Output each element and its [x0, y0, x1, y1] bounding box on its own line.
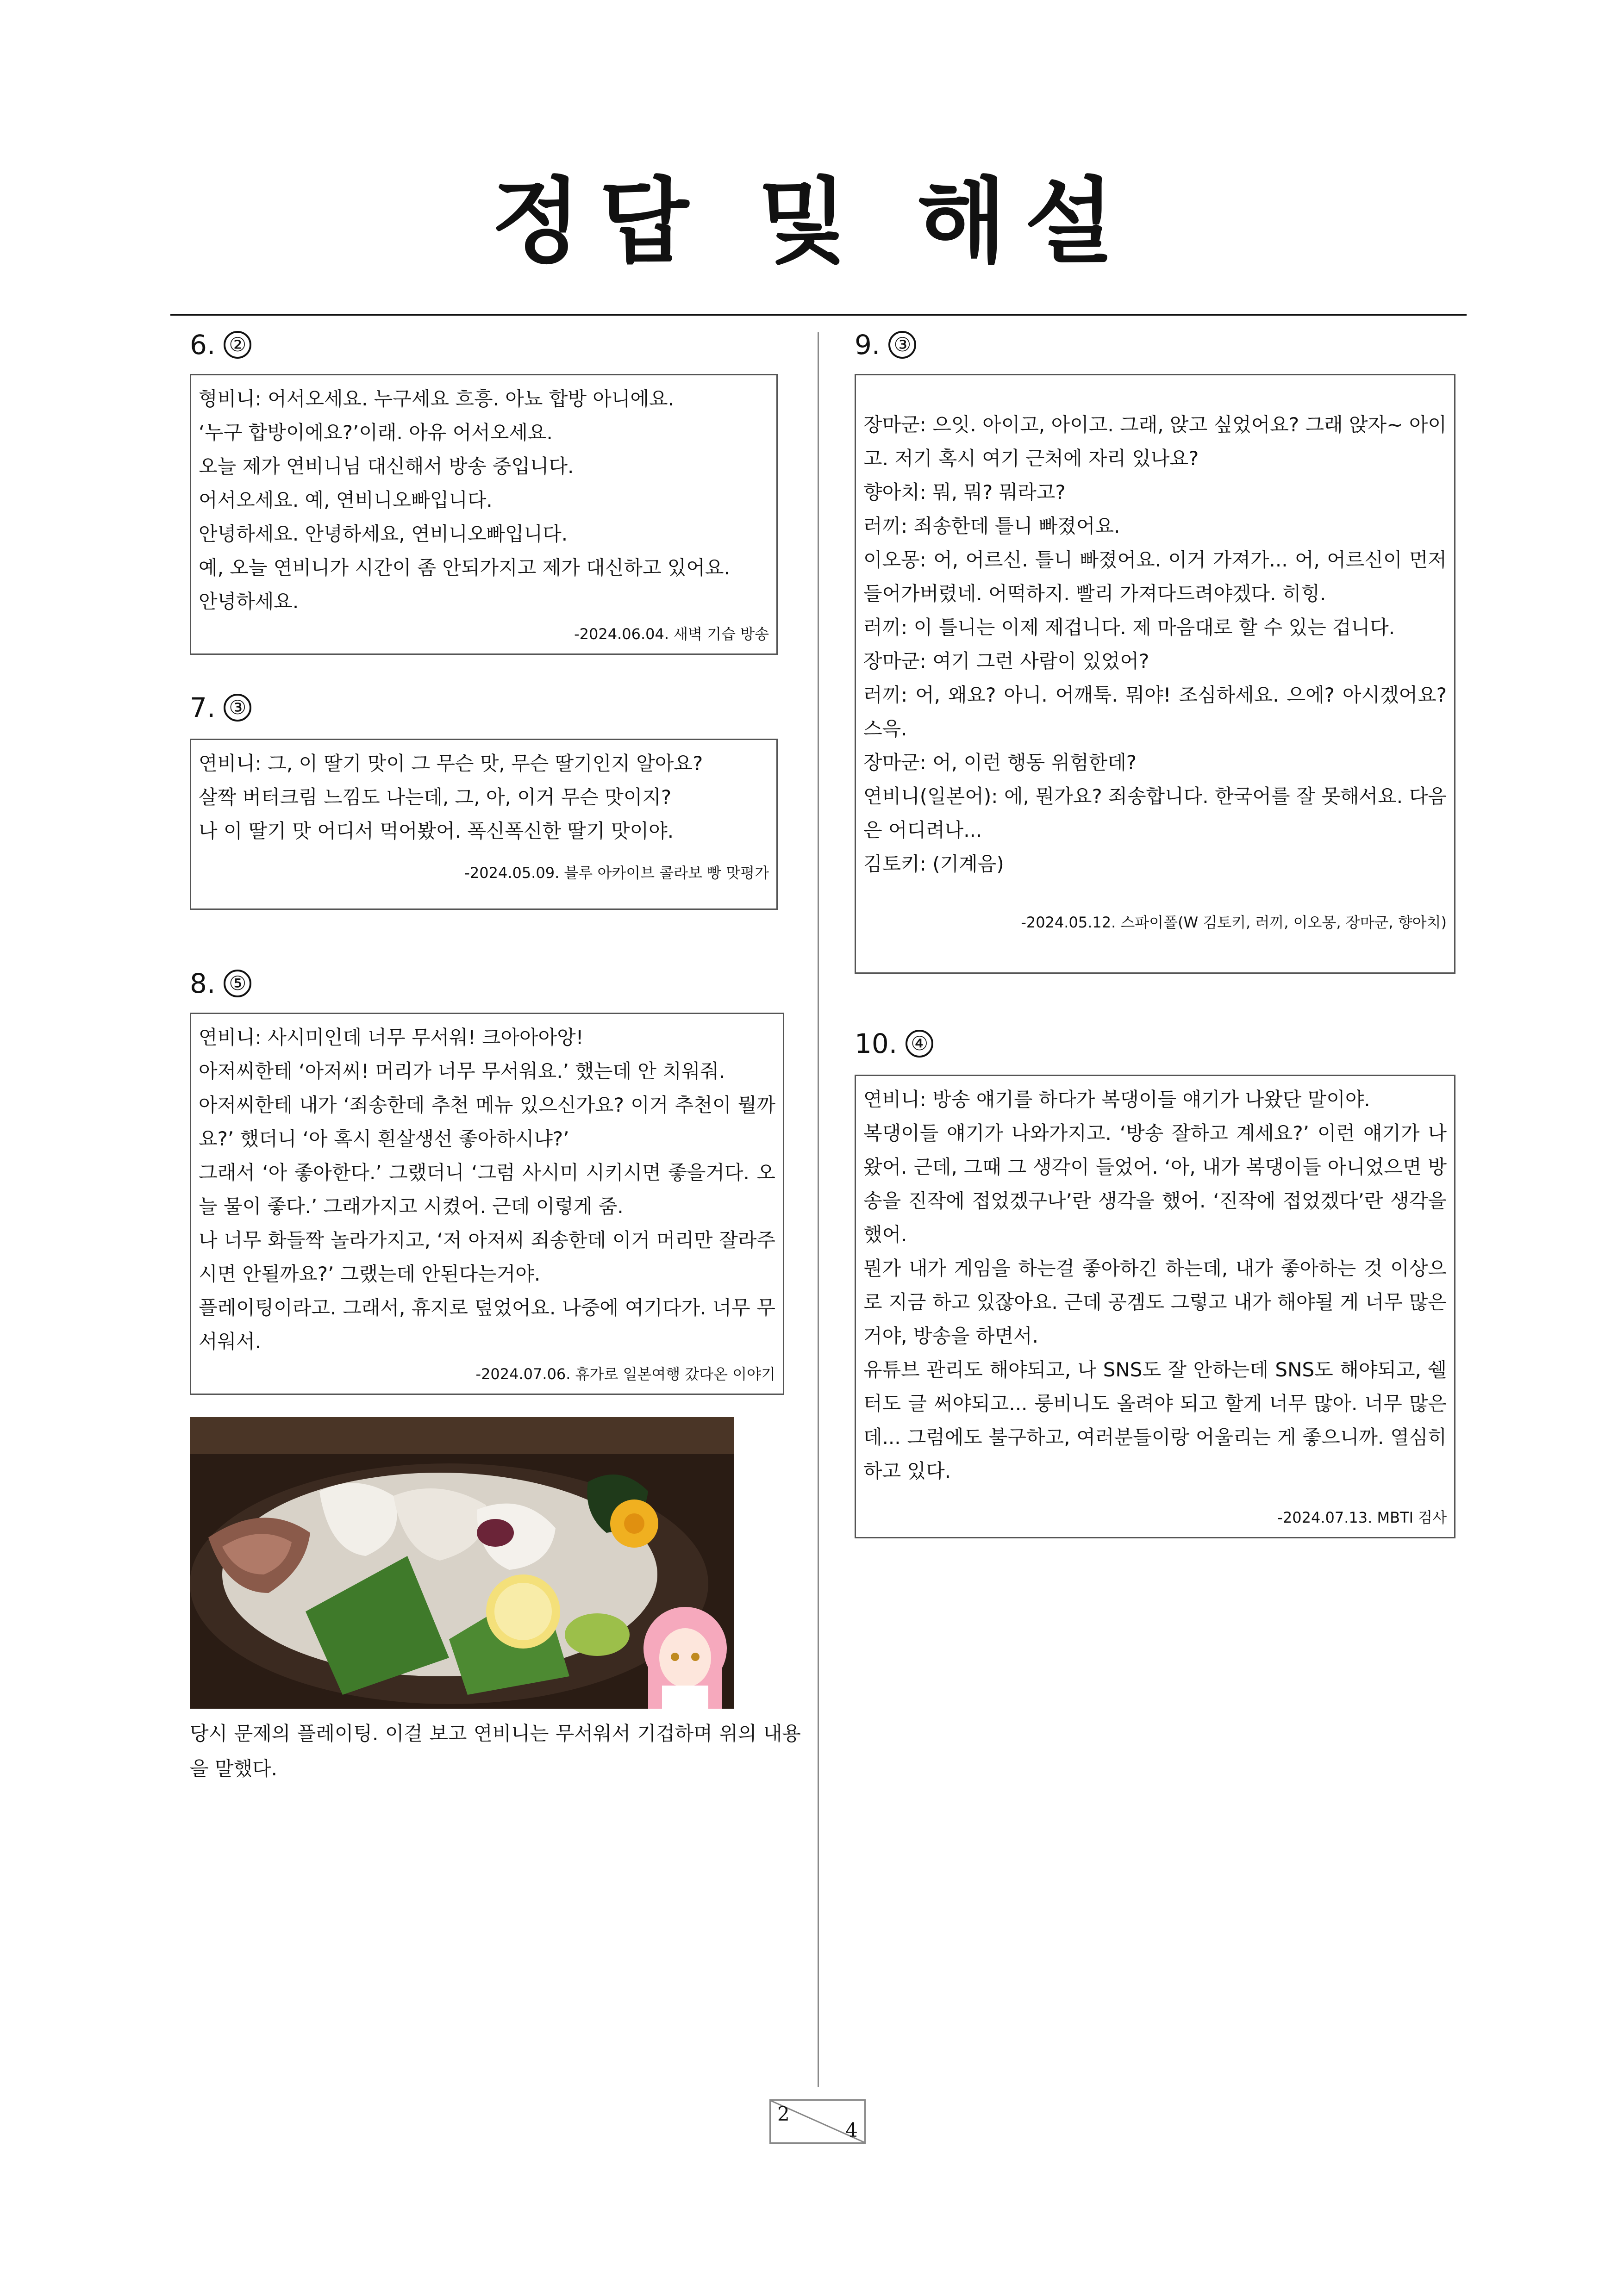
transcript-line: 예, 오늘 연비니가 시간이 좀 안되가지고 제가 대신하고 있어요.	[199, 556, 730, 579]
transcript-line: 연비니: 방송 얘기를 하다가 복댕이들 얘기가 나왔단 말이야.	[863, 1088, 1370, 1111]
question-9-heading	[855, 331, 916, 361]
question-number: 9.	[855, 329, 881, 361]
transcript-line: 러끼: 이 틀니는 이제 제겁니다. 제 마음대로 할 수 있는 겁니다.	[863, 616, 1395, 639]
transcript-line: 연비니(일본어): 에, 뭔가요? 죄송합니다. 한국어를 잘 못해서요. 다음은 어디려나...	[863, 785, 1447, 841]
answer-mark: ④	[906, 1030, 933, 1058]
transcript	[199, 1020, 775, 1358]
question-number: 6.	[190, 329, 216, 361]
transcript-line: 아저씨한테 ‘아저씨! 머리가 너무 무서워요.’ 했는데 안 치워줘.	[199, 1060, 725, 1083]
transcript-line: 어서오세요. 예, 연비니오빠입니다.	[199, 489, 493, 511]
transcript	[863, 1083, 1447, 1488]
transcript-line: 살짝 버터크림 느낌도 나는데, 그, 아, 이거 무슨 맛이지?	[199, 786, 672, 809]
answer-mark: ③	[224, 694, 251, 722]
answer-box-8	[190, 1013, 784, 1395]
answer-box-10	[855, 1075, 1455, 1538]
question-6-heading	[190, 331, 251, 361]
transcript-line: 장마군: 어, 이런 행동 위험한데?	[863, 751, 1137, 774]
answer-mark: ②	[224, 331, 251, 359]
transcript-line: 러끼: 어, 왜요? 아니. 어깨툭. 뭐야! 조심하세요. 으에? 아시겠어요? 스윽.	[863, 684, 1447, 740]
question-7-heading	[190, 694, 251, 723]
answer-mark: ⑤	[224, 970, 251, 997]
current-page: 2	[777, 2103, 790, 2125]
transcript-line: 유튜브 관리도 해야되고, 나 SNS도 잘 안하는데 SNS도 해야되고, 쉘터도 글 써야되고... 룽비니도 올려야 되고 할게 너무 많아. 너무 많은데... 그럼에도 불구하고, 여러분들이랑 어울리는 게 좋으니까. 열심히 하고 있다.	[863, 1358, 1447, 1482]
transcript-line: 플레이팅이라고. 그래서, 휴지로 덮었어요. 나중에 여기다가. 너무 무서워서.	[199, 1296, 775, 1353]
transcript-line: 복댕이들 얘기가 나와가지고. ‘방송 잘하고 계세요?’ 이런 얘기가 나왔어. 근데, 그때 그 생각이 들었어. ‘아, 내가 복댕이들 아니었으면 방송을 진작에 접었겠구나’란 생각을 했어. ‘진작에 접었겠다’란 생각을 했어.	[863, 1122, 1447, 1246]
transcript-line: 이오몽: 어, 어르신. 틀니 빠졌어요. 이거 가져가... 어, 어르신이 먼저 들어가버렸네. 어떡하지. 빨리 가져다드려야겠다. 히힝.	[863, 548, 1447, 605]
transcript-line: 안녕하세요. 안녕하세요, 연비니오빠입니다.	[199, 523, 568, 545]
transcript-line: 김토키: (기계음)	[863, 852, 1004, 875]
transcript-line: 뭔가 내가 게임을 하는걸 좋아하긴 하는데, 내가 좋아하는 것 이상으로 지금 하고 있잖아요. 근데 공겜도 그렇고 내가 해야될 게 너무 많은거야, 방송을 하면서.	[863, 1257, 1447, 1347]
transcript-line: 연비니: 사시미인데 너무 무서워! 크아아아앙!	[199, 1026, 584, 1049]
question-number: 7.	[190, 692, 216, 723]
transcript-line: ‘누구 합방이에요?’이래. 아유 어서오세요.	[199, 421, 553, 444]
transcript	[199, 382, 769, 618]
page-title: 정답 및 해설	[491, 168, 1133, 276]
source-note: -2024.05.09. 블루 아카이브 콜라보 빵 맛평가	[464, 864, 769, 882]
transcript-line: 장마군: 여기 그런 사람이 있었어?	[863, 650, 1149, 672]
transcript-line: 아저씨한테 내가 ‘죄송한데 추천 메뉴 있으신가요? 이거 추천이 뭘까요?’ 했더니 ‘아 혹시 흰살생선 좋아하시냐?’	[199, 1094, 775, 1150]
transcript-line: 그래서 ‘아 좋아한다.’ 그랬더니 ‘그럼 사시미 시키시면 좋을거다. 오늘 물이 좋다.’ 그래가지고 시켰어. 근데 이렇게 줌.	[199, 1161, 775, 1218]
answer-box-7	[190, 739, 778, 910]
answer-box-6	[190, 374, 778, 655]
page-number	[769, 2099, 866, 2144]
transcript-line: 러끼: 죄송한데 틀니 빠졌어요.	[863, 515, 1120, 537]
photo-caption: 당시 문제의 플레이팅. 이걸 보고 연비니는 무서워서 기겁하며 위의 내용을 말했다.	[190, 1722, 801, 1780]
source-note: -2024.07.06. 휴가로 일본여행 갔다온 이야기	[475, 1365, 775, 1383]
transcript-line: 향아치: 뭐, 뭐? 뭐라고?	[863, 481, 1066, 504]
source-note: -2024.05.12. 스파이폴(W 김토키, 러끼, 이오몽, 장마군, 향아치)	[1021, 914, 1447, 931]
source-note: -2024.06.04. 새벽 기습 방송	[574, 625, 769, 643]
question-number: 8.	[190, 968, 216, 999]
answer-mark: ③	[888, 331, 916, 359]
question-10-heading	[855, 1030, 933, 1059]
answer-box-9	[855, 374, 1455, 974]
transcript	[199, 747, 769, 848]
title-divider	[170, 314, 1467, 316]
column-divider	[818, 332, 819, 2087]
sashimi-photo	[190, 1417, 734, 1709]
total-pages: 4	[845, 2119, 858, 2141]
transcript-line: 장마군: 으잇. 아이고, 아이고. 그래, 앉고 싶었어요? 그래 앉자~ 아이고. 저기 혹시 여기 근처에 자리 있나요?	[863, 413, 1447, 470]
source-note: -2024.07.13. MBTI 검사	[1277, 1509, 1447, 1526]
transcript-line: 나 너무 화들짝 놀라가지고, ‘저 아저씨 죄송한데 이거 머리만 잘라주시면 안될까요?’ 그랬는데 안된다는거야.	[199, 1229, 775, 1285]
transcript-line: 안녕하세요.	[199, 590, 299, 613]
question-8-heading	[190, 970, 251, 999]
transcript	[863, 408, 1447, 881]
transcript-line: 나 이 딸기 맛 어디서 먹어봤어. 폭신폭신한 딸기 맛이야.	[199, 820, 674, 842]
transcript-line: 형비니: 어서오세요. 누구세요 흐흥. 아뇨 합방 아니에요.	[199, 387, 674, 410]
transcript-line: 연비니: 그, 이 딸기 맛이 그 무슨 맛, 무슨 딸기인지 알아요?	[199, 752, 703, 775]
question-number: 10.	[855, 1028, 898, 1059]
transcript-line: 오늘 제가 연비니님 대신해서 방송 중입니다.	[199, 455, 574, 478]
